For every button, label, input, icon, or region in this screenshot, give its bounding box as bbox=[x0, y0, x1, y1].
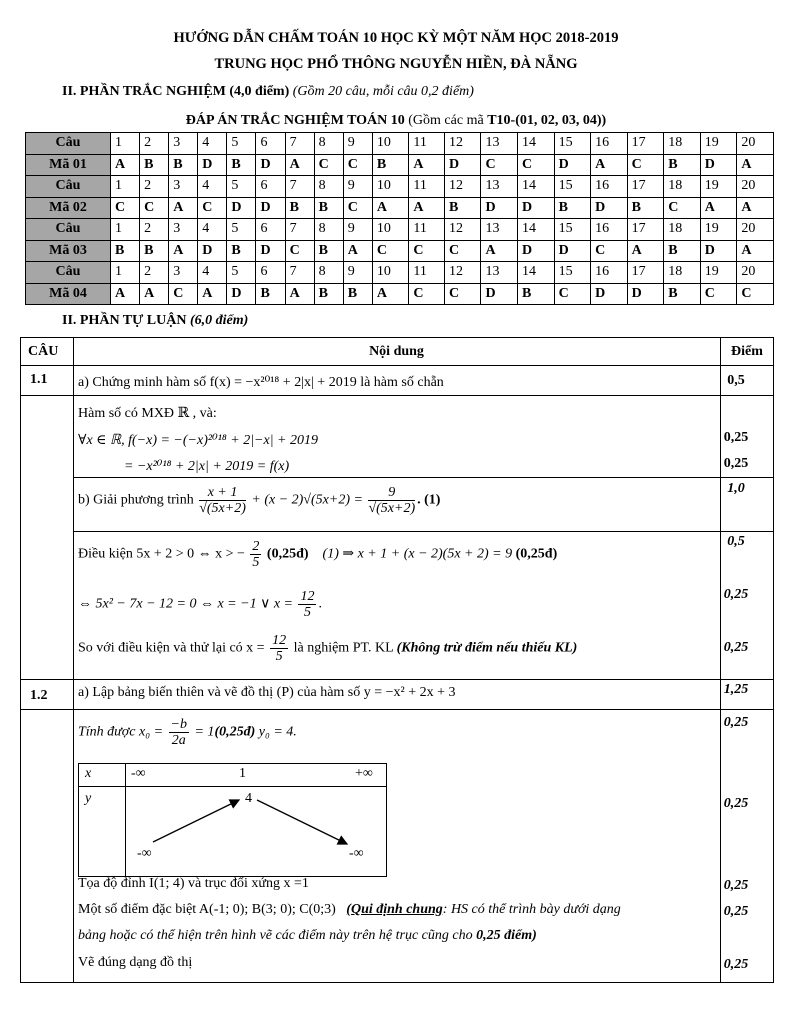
question-number-cell: 18 bbox=[664, 262, 701, 284]
conclusion-line: So với điều kiện và thử lại có x = $\frac{12}{5}$ là nghiệm PT. KL (Không trừ điểm nếu thiếu KL) bbox=[78, 633, 578, 664]
question-number-cell: 9 bbox=[343, 262, 372, 284]
answer-cell: A bbox=[591, 154, 628, 176]
col-header-points: Điểm bbox=[731, 344, 763, 359]
question-number-cell: 7 bbox=[285, 133, 314, 155]
points-value: 1,0 bbox=[727, 481, 745, 496]
question-number-cell: 19 bbox=[700, 133, 737, 155]
question-number-cell: 16 bbox=[591, 262, 628, 284]
answer-row bbox=[26, 154, 774, 176]
points-value: 0,25 bbox=[723, 430, 749, 445]
question-number-cell: 2 bbox=[140, 176, 169, 198]
question-number-cell: 2 bbox=[140, 262, 169, 284]
answer-cell: B bbox=[664, 240, 701, 262]
answer-cell: D bbox=[198, 240, 227, 262]
answer-cell: B bbox=[140, 240, 169, 262]
row-label: Câu bbox=[26, 133, 111, 155]
answer-cell: D bbox=[554, 154, 591, 176]
points-value: 0,25 bbox=[723, 904, 749, 919]
row-label: Câu bbox=[26, 219, 111, 241]
question-number-cell: 7 bbox=[285, 262, 314, 284]
answer-row bbox=[26, 197, 774, 219]
domain-statement: Hàm số có MXĐ ℝ , và: bbox=[78, 406, 217, 421]
question-number-cell: 13 bbox=[481, 133, 518, 155]
points-value: 0,25 bbox=[723, 587, 749, 602]
answer-cell: D bbox=[591, 283, 628, 305]
answer-cell: C bbox=[169, 283, 198, 305]
part-a-statement: a) Lập bảng biến thiên và vẽ đồ thị (P) của hàm số y = −x² + 2x + 3 bbox=[78, 685, 456, 700]
answer-cell: A bbox=[737, 197, 774, 219]
question-number: 1.2 bbox=[30, 688, 48, 703]
answer-row bbox=[26, 240, 774, 262]
answer-cell: A bbox=[409, 154, 445, 176]
question-number-cell: 1 bbox=[111, 133, 140, 155]
answer-cell: C bbox=[409, 240, 445, 262]
col-header-question: CÂU bbox=[28, 344, 59, 359]
answer-cell: C bbox=[737, 283, 774, 305]
condition-line: Điều kiện 5x + 2 > 0 ⇔ x > − $\frac{2}{5}$ (0,25đ) (1) ⇒ x + 1 + (x − 2)(5x + 2) = 9 (0,25đ) bbox=[78, 539, 558, 570]
answer-key-table bbox=[25, 132, 774, 305]
question-number-cell: 9 bbox=[343, 219, 372, 241]
question-number-cell: 3 bbox=[169, 219, 198, 241]
question-number-cell: 15 bbox=[554, 219, 591, 241]
question-number-cell: 8 bbox=[314, 176, 343, 198]
answer-cell: C bbox=[343, 197, 372, 219]
question-number-cell: 9 bbox=[343, 176, 372, 198]
answer-cell: A bbox=[285, 283, 314, 305]
question-number-cell: 3 bbox=[169, 133, 198, 155]
question-number-cell: 5 bbox=[227, 133, 256, 155]
answer-cell: D bbox=[481, 197, 518, 219]
points-value: 0,25 bbox=[723, 640, 749, 655]
question-number-cell: 9 bbox=[343, 133, 372, 155]
question-number-cell: 6 bbox=[256, 176, 285, 198]
answer-cell: A bbox=[111, 283, 140, 305]
answer-cell: C bbox=[140, 197, 169, 219]
question-number-cell: 20 bbox=[737, 262, 774, 284]
question-number-cell: 12 bbox=[444, 176, 481, 198]
points-value: 0,5 bbox=[727, 534, 745, 549]
answer-cell: C bbox=[343, 154, 372, 176]
exam-code-label: Mã 04 bbox=[26, 283, 111, 305]
points-value: 0,25 bbox=[723, 715, 749, 730]
question-number-cell: 2 bbox=[140, 133, 169, 155]
answer-cell: B bbox=[343, 283, 372, 305]
question-number-cell: 5 bbox=[227, 262, 256, 284]
question-number-row bbox=[26, 219, 774, 241]
answer-cell: A bbox=[111, 154, 140, 176]
special-points-line: Một số điểm đặc biệt A(-1; 0); B(3; 0); C(0;3) (Qui định chung: HS có thể trình bày dưới dạng bbox=[78, 902, 621, 917]
vt-left-limit: -∞ bbox=[137, 846, 152, 861]
points-value: 0,25 bbox=[723, 878, 749, 893]
answer-cell: A bbox=[481, 240, 518, 262]
answer-cell: D bbox=[518, 240, 555, 262]
question-number-cell: 13 bbox=[481, 262, 518, 284]
answer-cell: C bbox=[664, 197, 701, 219]
question-number-cell: 18 bbox=[664, 176, 701, 198]
question-number-cell: 14 bbox=[518, 133, 555, 155]
exam-code-label: Mã 03 bbox=[26, 240, 111, 262]
graph-line: Vẽ đúng dạng đồ thị bbox=[78, 955, 193, 970]
proof-line-1: ∀x ∈ ℝ, f(−x) = −(−x)²⁰¹⁸ + 2|−x| + 2019 bbox=[78, 433, 318, 448]
question-number-cell: 20 bbox=[737, 176, 774, 198]
answer-cell: C bbox=[111, 197, 140, 219]
answer-cell: A bbox=[169, 197, 198, 219]
vt-one: 1 bbox=[239, 766, 246, 781]
question-number-cell: 6 bbox=[256, 133, 285, 155]
answer-cell: B bbox=[169, 154, 198, 176]
question-number-cell: 1 bbox=[111, 262, 140, 284]
question-number-cell: 5 bbox=[227, 219, 256, 241]
answer-cell: D bbox=[518, 197, 555, 219]
section-multiple-choice-title: II. PHẦN TRẮC NGHIỆM (4,0 điểm) (Gồm 20 câu, mỗi câu 0,2 điểm) bbox=[62, 84, 474, 99]
proof-line-2: = −x²⁰¹⁸ + 2|x| + 2019 = f(x) bbox=[124, 459, 290, 474]
answer-cell: B bbox=[664, 154, 701, 176]
question-number-cell: 19 bbox=[700, 219, 737, 241]
question-number-cell: 1 bbox=[111, 176, 140, 198]
question-number-cell: 4 bbox=[198, 133, 227, 155]
question-number-cell: 12 bbox=[444, 219, 481, 241]
answer-cell: D bbox=[256, 154, 285, 176]
question-number-cell: 11 bbox=[409, 133, 445, 155]
answer-cell: D bbox=[444, 154, 481, 176]
answer-cell: D bbox=[198, 154, 227, 176]
question-number-cell: 4 bbox=[198, 219, 227, 241]
answer-cell: A bbox=[372, 283, 409, 305]
answer-cell: B bbox=[372, 154, 409, 176]
answer-cell: D bbox=[591, 197, 628, 219]
answer-key-title: ĐÁP ÁN TRẮC NGHIỆM TOÁN 10 (Gồm các mã T10-(01, 02, 03, 04)) bbox=[185, 113, 607, 128]
vertex-calc-line: Tính được x₀ = $\frac{-b}{2a}$ = 1(0,25đ) y₀ = 4. bbox=[78, 717, 297, 748]
points-value: 0,5 bbox=[727, 373, 745, 388]
question-number-cell: 15 bbox=[554, 262, 591, 284]
exam-code-label: Mã 01 bbox=[26, 154, 111, 176]
question-number-row bbox=[26, 176, 774, 198]
question-number-cell: 19 bbox=[700, 176, 737, 198]
vt-y-label: y bbox=[85, 791, 92, 806]
question-number-cell: 4 bbox=[198, 176, 227, 198]
col-header-content: Nội dung bbox=[369, 344, 424, 359]
answer-cell: B bbox=[554, 197, 591, 219]
question-number-cell: 10 bbox=[372, 176, 409, 198]
question-number-cell: 16 bbox=[591, 219, 628, 241]
answer-cell: B bbox=[314, 283, 343, 305]
question-number-cell: 14 bbox=[518, 262, 555, 284]
vt-pos-inf: +∞ bbox=[355, 766, 373, 781]
answer-cell: B bbox=[140, 154, 169, 176]
question-number-cell: 6 bbox=[256, 219, 285, 241]
question-number-cell: 4 bbox=[198, 262, 227, 284]
part-a-statement: a) Chứng minh hàm số f(x) = −x²⁰¹⁸ + 2|x| + 2019 là hàm số chẵn bbox=[78, 375, 444, 390]
vt-neg-inf: -∞ bbox=[131, 766, 146, 781]
answer-cell: D bbox=[227, 283, 256, 305]
question-number-cell: 20 bbox=[737, 133, 774, 155]
question-number-cell: 8 bbox=[314, 219, 343, 241]
answer-cell: D bbox=[700, 154, 737, 176]
vt-right-limit: -∞ bbox=[349, 846, 364, 861]
solve-line: ⇔ 5x² − 7x − 12 = 0 ⇔ x = −1 ∨ x = $\frac{12}{5}$ . bbox=[78, 589, 322, 620]
answer-cell: B bbox=[256, 283, 285, 305]
answer-cell: C bbox=[285, 240, 314, 262]
question-number-cell: 3 bbox=[169, 262, 198, 284]
answer-cell: D bbox=[554, 240, 591, 262]
answer-cell: B bbox=[627, 197, 664, 219]
question-number-cell: 19 bbox=[700, 262, 737, 284]
answer-cell: A bbox=[198, 283, 227, 305]
answer-cell: C bbox=[198, 197, 227, 219]
vertex-axis-line: Tọa độ đỉnh I(1; 4) và trục đối xứng x =1 bbox=[78, 876, 309, 891]
special-points-note: bảng hoặc có thể hiện trên hình vẽ các điểm này trên hệ trục cũng cho 0,25 điểm) bbox=[78, 928, 537, 943]
answer-cell: B bbox=[111, 240, 140, 262]
question-number-cell: 8 bbox=[314, 262, 343, 284]
question-number-cell: 17 bbox=[627, 133, 664, 155]
answer-cell: A bbox=[343, 240, 372, 262]
points-value: 0,25 bbox=[723, 456, 749, 471]
question-number-row bbox=[26, 262, 774, 284]
answer-row bbox=[26, 283, 774, 305]
question-number-cell: 14 bbox=[518, 219, 555, 241]
question-number-cell: 15 bbox=[554, 133, 591, 155]
question-number-cell: 15 bbox=[554, 176, 591, 198]
part-b-equation: b) Giải phương trình $\frac{x + 1}{√(5x+2)}$ + (x − 2)√(5x+2) = $\frac{9}{√(5x+2)}$ . (1) bbox=[78, 485, 441, 516]
answer-cell: D bbox=[227, 197, 256, 219]
answer-cell: B bbox=[285, 197, 314, 219]
answer-cell: B bbox=[664, 283, 701, 305]
answer-cell: A bbox=[169, 240, 198, 262]
answer-cell: C bbox=[481, 154, 518, 176]
answer-cell: A bbox=[140, 283, 169, 305]
points-value: 0,25 bbox=[723, 796, 749, 811]
question-number-cell: 3 bbox=[169, 176, 198, 198]
question-number: 1.1 bbox=[30, 372, 48, 387]
question-number-cell: 18 bbox=[664, 133, 701, 155]
question-number-cell: 1 bbox=[111, 219, 140, 241]
answer-cell: B bbox=[227, 154, 256, 176]
answer-cell: B bbox=[314, 197, 343, 219]
answer-cell: A bbox=[700, 197, 737, 219]
question-number-cell: 17 bbox=[627, 219, 664, 241]
answer-cell: A bbox=[285, 154, 314, 176]
answer-cell: D bbox=[256, 240, 285, 262]
doc-title: HƯỚNG DẪN CHẤM TOÁN 10 HỌC KỲ MỘT NĂM HỌC 2018-2019 bbox=[173, 30, 619, 46]
answer-cell: C bbox=[700, 283, 737, 305]
answer-cell: C bbox=[444, 283, 481, 305]
question-number-cell: 5 bbox=[227, 176, 256, 198]
school-name: TRUNG HỌC PHỔ THÔNG NGUYỄN HIỀN, ĐÀ NẴNG bbox=[214, 56, 578, 72]
answer-cell: B bbox=[518, 283, 555, 305]
question-number-cell: 8 bbox=[314, 133, 343, 155]
question-number-cell: 13 bbox=[481, 219, 518, 241]
answer-cell: C bbox=[518, 154, 555, 176]
answer-cell: C bbox=[444, 240, 481, 262]
question-number-cell: 17 bbox=[627, 176, 664, 198]
answer-cell: A bbox=[409, 197, 445, 219]
section-essay-title: II. PHẦN TỰ LUẬN (6,0 điểm) bbox=[62, 313, 249, 328]
answer-cell: A bbox=[627, 240, 664, 262]
question-number-cell: 6 bbox=[256, 262, 285, 284]
answer-cell: C bbox=[627, 154, 664, 176]
question-number-cell: 10 bbox=[372, 133, 409, 155]
answer-cell: A bbox=[737, 154, 774, 176]
question-number-cell: 18 bbox=[664, 219, 701, 241]
points-value: 0,25 bbox=[723, 957, 749, 972]
exam-code-label: Mã 02 bbox=[26, 197, 111, 219]
question-number-cell: 12 bbox=[444, 262, 481, 284]
question-number-cell: 10 bbox=[372, 219, 409, 241]
question-number-cell: 2 bbox=[140, 219, 169, 241]
row-label: Câu bbox=[26, 176, 111, 198]
answer-cell: D bbox=[627, 283, 664, 305]
question-number-cell: 20 bbox=[737, 219, 774, 241]
question-number-cell: 10 bbox=[372, 262, 409, 284]
question-number-cell: 16 bbox=[591, 133, 628, 155]
answer-cell: D bbox=[481, 283, 518, 305]
answer-cell: C bbox=[591, 240, 628, 262]
question-number-cell: 7 bbox=[285, 219, 314, 241]
essay-grading-table bbox=[20, 337, 774, 983]
question-number-cell: 11 bbox=[409, 262, 445, 284]
answer-cell: C bbox=[409, 283, 445, 305]
answer-cell: B bbox=[227, 240, 256, 262]
answer-cell: A bbox=[737, 240, 774, 262]
question-number-cell: 11 bbox=[409, 219, 445, 241]
question-number-cell: 14 bbox=[518, 176, 555, 198]
question-number-cell: 7 bbox=[285, 176, 314, 198]
answer-cell: A bbox=[372, 197, 409, 219]
vt-arrows bbox=[79, 764, 386, 876]
answer-cell: B bbox=[444, 197, 481, 219]
points-value: 1,25 bbox=[723, 682, 749, 697]
vt-max-value: 4 bbox=[245, 791, 252, 806]
vt-x-label: x bbox=[85, 766, 92, 781]
question-number-cell: 16 bbox=[591, 176, 628, 198]
question-number-cell: 13 bbox=[481, 176, 518, 198]
answer-cell: D bbox=[700, 240, 737, 262]
answer-cell: C bbox=[554, 283, 591, 305]
answer-cell: C bbox=[372, 240, 409, 262]
row-label: Câu bbox=[26, 262, 111, 284]
question-number-cell: 17 bbox=[627, 262, 664, 284]
variation-table bbox=[78, 763, 387, 877]
question-number-cell: 11 bbox=[409, 176, 445, 198]
question-number-row bbox=[26, 133, 774, 155]
answer-cell: B bbox=[314, 240, 343, 262]
answer-cell: D bbox=[256, 197, 285, 219]
answer-cell: C bbox=[314, 154, 343, 176]
question-number-cell: 12 bbox=[444, 133, 481, 155]
